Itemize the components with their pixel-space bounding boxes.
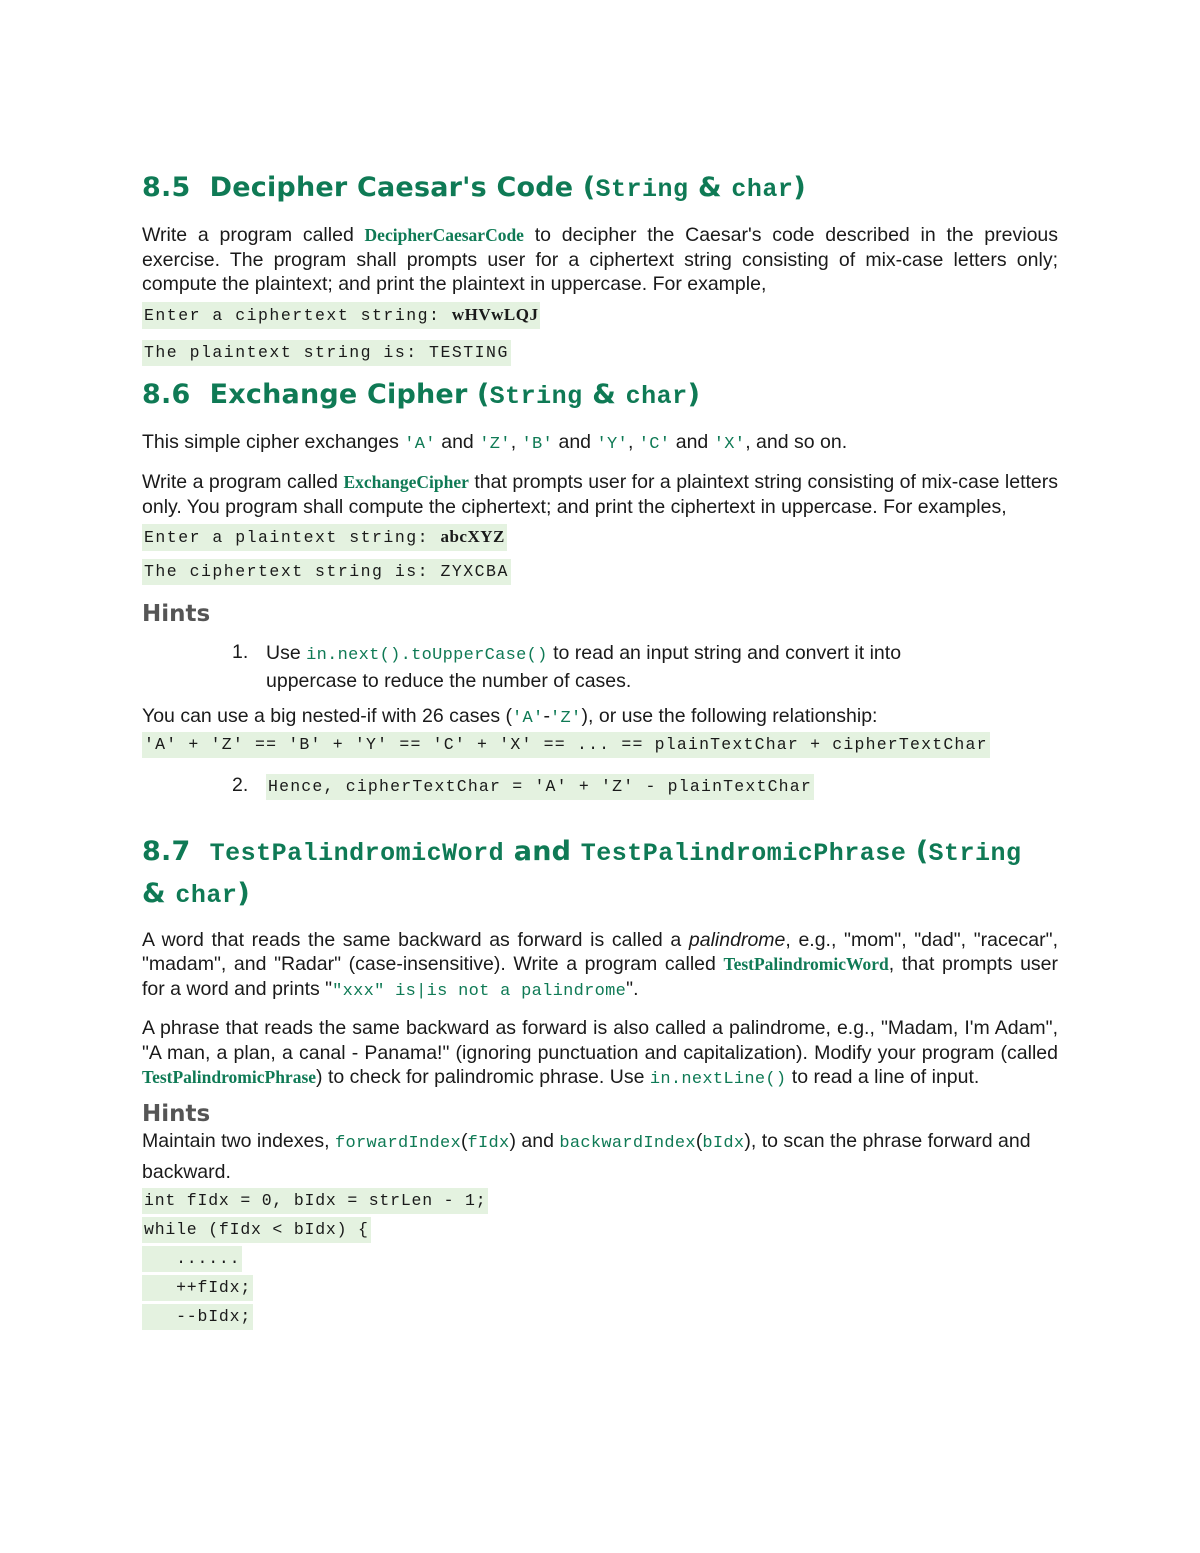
relationship-code: 'A' + 'Z' == 'B' + 'Y' == 'C' + 'X' == ... == plainTextChar + cipherTextChar: [142, 732, 1058, 758]
hints-heading: Hints: [142, 1100, 211, 1127]
section-8-6-intro: This simple cipher exchanges 'A' and 'Z', 'B' and 'Y', 'C' and 'X', and so on.: [142, 430, 848, 454]
example-input-line: Enter a ciphertext string: wHVwLQJ: [142, 302, 1058, 329]
index-hint: Maintain two indexes, forwardIndex(fIdx) and backwardIndex(bIdx), to scan the phrase forward and backward.: [142, 1129, 1031, 1183]
hints-heading: Hints: [142, 601, 211, 627]
hint-item-2: 2. Hence, cipherTextChar = 'A' + 'Z' - plainTextChar: [142, 774, 1058, 800]
section-8-6-heading: 8.6 Exchange Cipher (String & char): [142, 378, 701, 411]
section-8-7-phrase: A phrase that reads the same backward as forward is also called a palindrome, e.g., "Madam, I'm Adam", "A man, a plan, a canal - Panama!" (ignoring punctuation and capitalization). Modify your program (called TestPalindromicPhrase) to check for palindromic phrase. Use in.nextLine() to read a line of input.: [142, 1017, 1058, 1089]
code-line: ++fIdx;: [142, 1275, 1058, 1301]
section-8-5-heading: 8.5 Decipher Caesar's Code (String & char): [142, 172, 806, 204]
document-page: [142, 160, 1058, 1330]
example-output-line: The plaintext string is: TESTING: [142, 340, 1058, 366]
code-block: [142, 1188, 1058, 1330]
code-line: while (fIdx < bIdx) {: [142, 1217, 1058, 1243]
section-8-5-intro: Write a program called DecipherCaesarCode to decipher the Caesar's code described in the previous exercise. The program shall prompts user for a ciphertext string consisting of mix-case letters only; compute the plaintext; and print the plaintext in uppercase. For example,: [142, 224, 1059, 295]
section-8-6-description: Write a program called ExchangeCipher that prompts user for a plaintext string consisting of mix-case letters only. You program shall compute the ciphertext; and print the ciphertext in uppercase. For examples,: [142, 471, 1059, 518]
hint-item-1: 1. Use in.next().toUpperCase() to read an input string and convert it into uppercase to reduce the number of cases.: [232, 641, 902, 692]
code-line: int fIdx = 0, bIdx = strLen - 1;: [142, 1188, 1058, 1214]
relationship-text: You can use a big nested-if with 26 cases ('A'-'Z'), or use the following relationship:: [142, 705, 878, 728]
example-output-line: The ciphertext string is: ZYXCBA: [142, 559, 1058, 585]
section-8-7-intro: A word that reads the same backward as forward is called a palindrome, e.g., "mom", "dad", "racecar", "madam", and "Radar" (case-insensitive). Write a program called TestPalindromicWord, that prompts user for a word and prints ""xxx" is|is not a palindrome".: [142, 928, 1059, 1001]
example-input-line: Enter a plaintext string: abcXYZ: [142, 524, 1058, 551]
section-8-7-heading: 8.7 TestPalindromicWord and TestPalindromicPhrase (String & char): [142, 835, 1022, 910]
code-line: --bIdx;: [142, 1304, 1058, 1330]
code-line: ......: [142, 1246, 1058, 1272]
